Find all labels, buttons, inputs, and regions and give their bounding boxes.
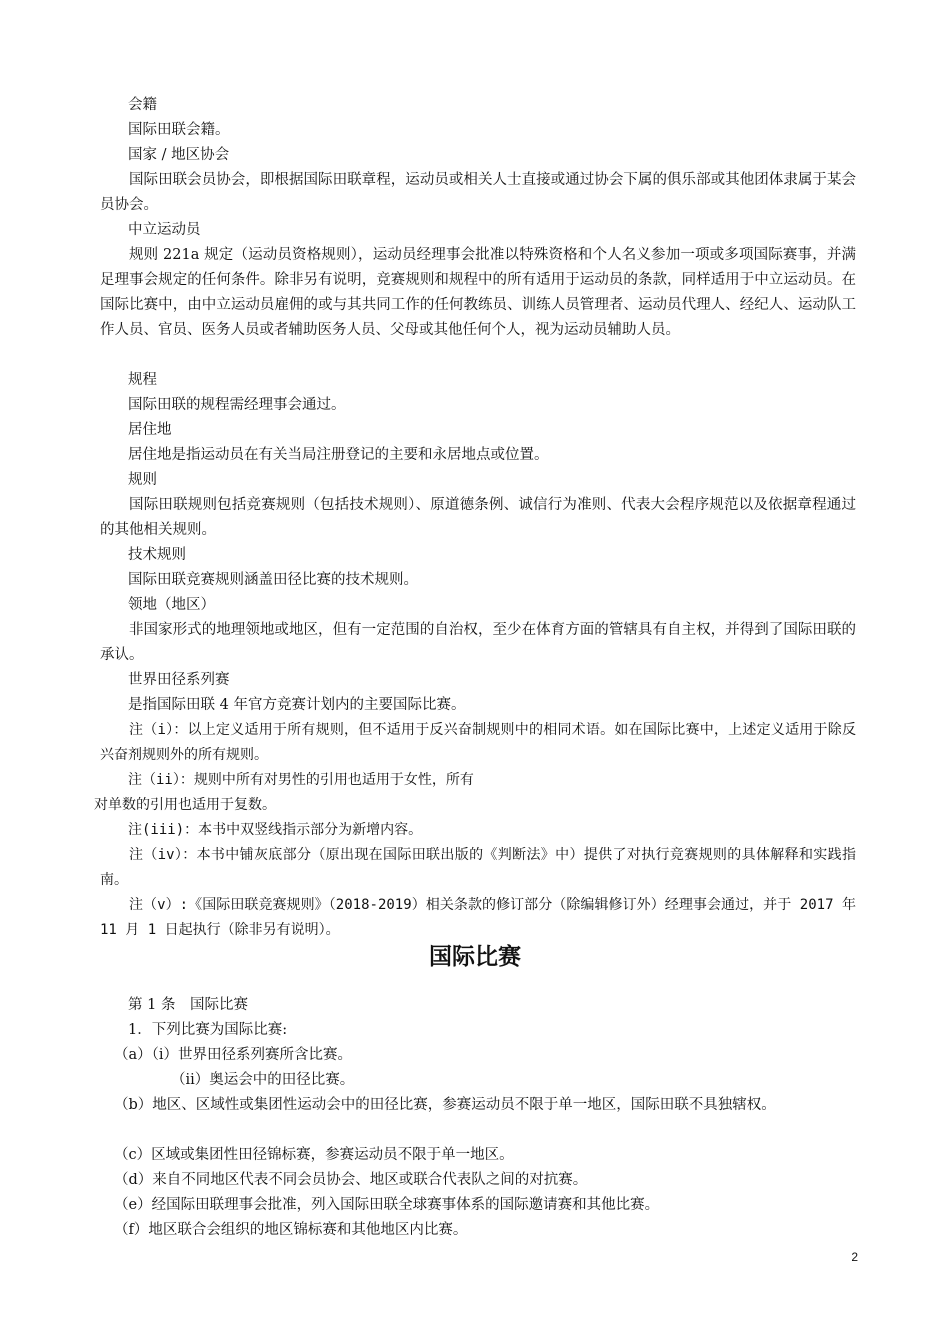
- def-technical-rules: 国际田联竞赛规则涵盖田径比赛的技术规则。: [128, 572, 418, 588]
- def-national-association: 国际田联会员协会，即根据国际田联章程，运动员或相关人士直接或通过协会下属的俱乐部或其他团体隶属于某会员协会。: [100, 172, 856, 213]
- note-3: 注(iii)：本书中双竖线指示部分为新增内容。: [128, 822, 423, 838]
- def-regulations: 国际田联的规程需经理事会通过。: [128, 397, 346, 413]
- item-f: （f）地区联合会组织的地区锦标赛和其他地区内比赛。: [114, 1222, 468, 1238]
- page-number: 2: [851, 1250, 858, 1264]
- clause-1: 1．下列比赛为国际比赛:: [128, 1022, 288, 1038]
- item-a-i: （a）（i）世界田径系列赛所含比赛。: [114, 1047, 353, 1063]
- note-1: 注（i）：以上定义适用于所有规则，但不适用于反兴奋制规则中的相同术语。如在国际比赛中，上述定义适用于除反兴奋剂规则外的所有规则。: [100, 722, 856, 763]
- term-territory: 领地（地区）: [128, 597, 215, 613]
- def-territory: 非国家形式的地理领地或地区，但有一定范围的自治权，至少在体育方面的管辖具有自主权，并得到了国际田联的承认。: [100, 622, 856, 663]
- def-membership: 国际田联会籍。: [128, 122, 230, 138]
- item-e: （e）经国际田联理事会批准，列入国际田联全球赛事体系的国际邀请赛和其他比赛。: [114, 1197, 660, 1213]
- term-regulations: 规程: [128, 372, 157, 388]
- term-national-association: 国家 / 地区协会: [128, 147, 230, 163]
- item-d: （d）来自不同地区代表不同会员协会、地区或联合代表队之间的对抗赛。: [114, 1172, 588, 1188]
- item-a-ii: （ii）奥运会中的田径比赛。: [171, 1072, 355, 1088]
- item-c: （c）区域或集团性田径锦标赛，参赛运动员不限于单一地区。: [114, 1147, 514, 1163]
- term-membership: 会籍: [128, 97, 157, 113]
- item-b: （b）地区、区域性或集团性运动会中的田径比赛，参赛运动员不限于单一地区，国际田联不具独辖权。: [114, 1097, 776, 1113]
- def-rules: 国际田联规则包括竞赛规则（包括技术规则）、原道德条例、诚信行为准则、代表大会程序规范以及依据章程通过的其他相关规则。: [100, 497, 856, 538]
- def-world-series: 是指国际田联 4 年官方竞赛计划内的主要国际比赛。: [128, 697, 466, 713]
- term-neutral-athlete: 中立运动员: [128, 222, 201, 238]
- def-residence: 居住地是指运动员在有关当局注册登记的主要和永居地点或位置。: [128, 447, 549, 463]
- note-5: 注（v）:《国际田联竞赛规则》（2018-2019）相关条款的修订部分（除编辑修订外）经理事会通过，并于 2017 年 11 月 1 日起执行（除非另有说明）。: [100, 897, 856, 938]
- term-rules: 规则: [128, 472, 157, 488]
- section-title: 国际比赛: [429, 944, 521, 970]
- def-neutral-athlete: 规则 221a 规定（运动员资格规则），运动员经理事会批准以特殊资格和个人名义参加一项或多项国际赛事，并满足理事会规定的任何条件。除非另有说明，竞赛规则和规程中的所有适用于运动员的条款，同样适用于中立运动员。在国际比赛中，由中立运动员雇佣的或与其共同工作的任何教练员、训练人员管理者、运动员代理人、经纪人、运动队工作人员、官员、医务人员或者辅助医务人员、父母或其他任何个人，视为运动员辅助人员。: [100, 247, 856, 338]
- term-world-series: 世界田径系列赛: [128, 672, 230, 688]
- term-residence: 居住地: [128, 422, 172, 438]
- article-title: 第 1 条 国际比赛: [128, 997, 248, 1013]
- note-4: 注（iv）：本书中铺灰底部分（原出现在国际田联出版的《判断法》中）提供了对执行竞赛规则的具体解释和实践指南。: [100, 847, 856, 888]
- term-technical-rules: 技术规则: [128, 547, 186, 563]
- note-2-line2: 对单数的引用也适用于复数。: [94, 797, 276, 813]
- note-2-line1: 注（ii）：规则中所有对男性的引用也适用于女性，所有: [128, 772, 474, 788]
